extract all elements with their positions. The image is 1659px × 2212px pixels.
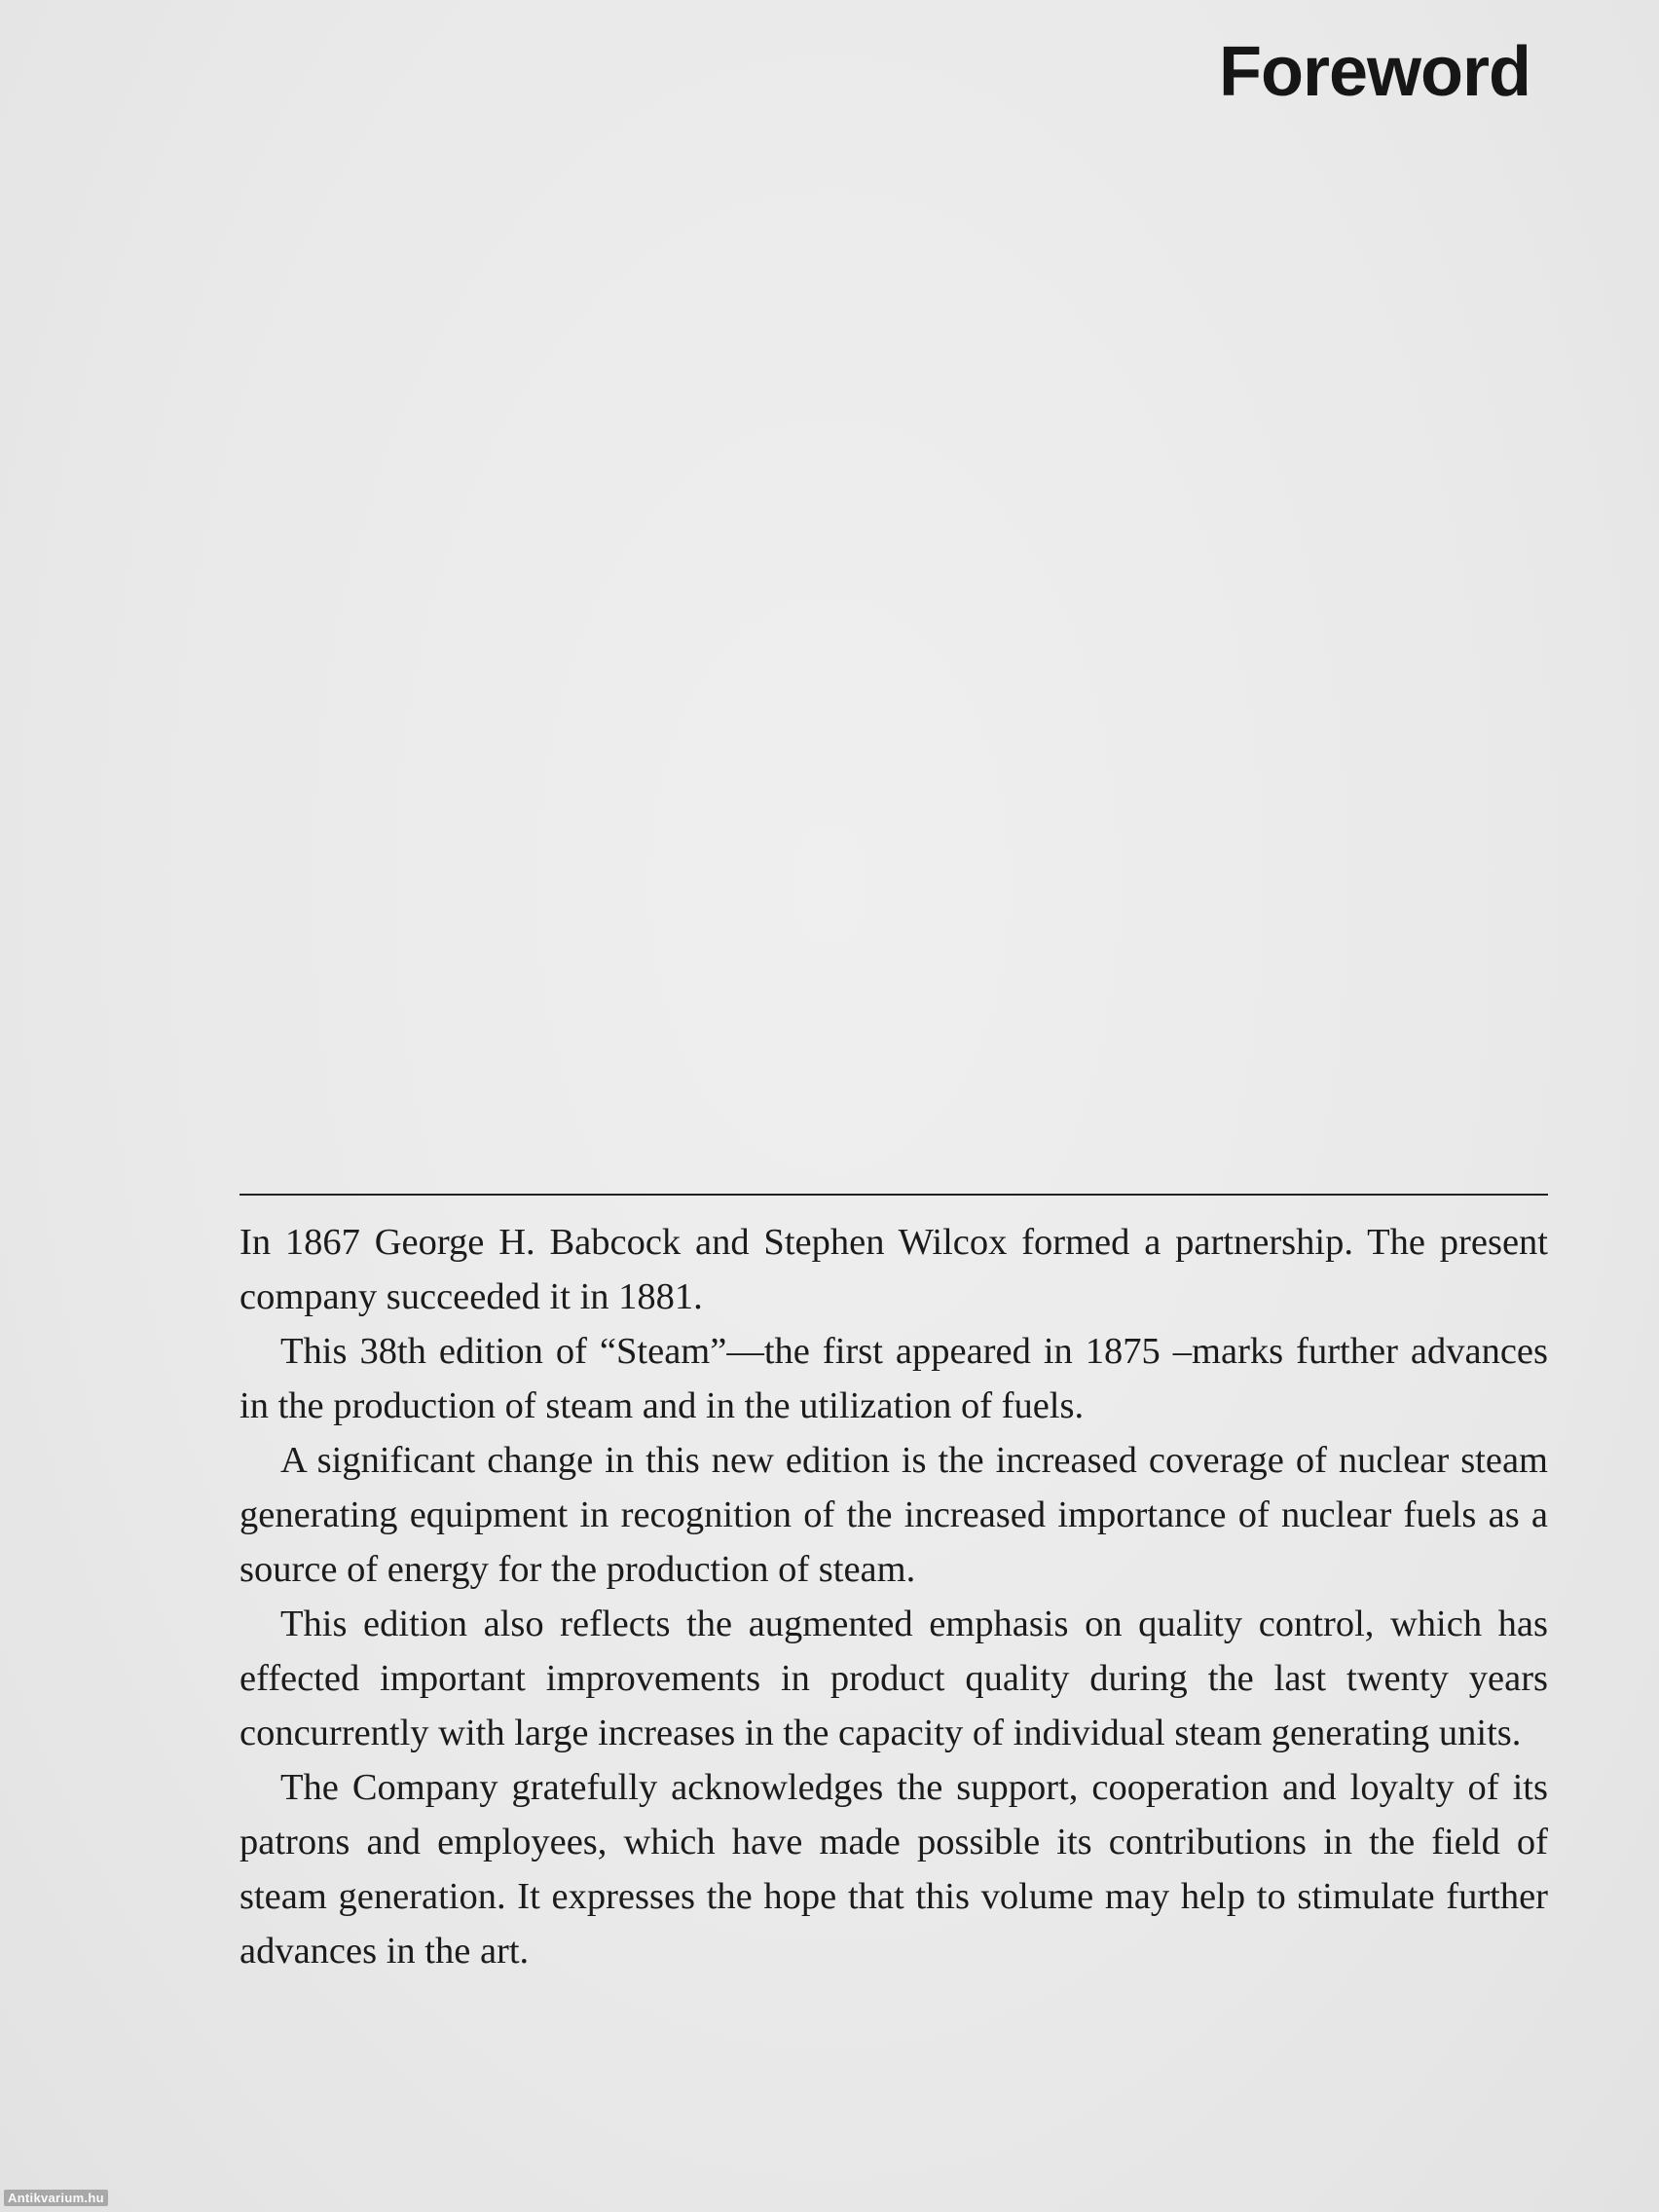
paragraph-4: This edition also reflects the augmented emphasis on quality control, which has effected important improvements in product quality during the last twenty years concurrently with large increases in the capacity of individual steam generating units. bbox=[240, 1604, 1548, 1753]
paragraph-1: In 1867 George H. Babcock and Stephen Wilcox formed a partnership. The present company succeeded it in 1881. bbox=[240, 1222, 1548, 1317]
page-title: Foreword bbox=[1218, 33, 1530, 111]
paragraph-2: This 38th edition of “Steam”—the first appeared in 1875 –marks further advances in the production of steam and in the utilization of fuels. bbox=[240, 1331, 1548, 1426]
paragraph-3: A significant change in this new edition is the increased coverage of nuclear steam generating equipment in recognition of the increased importance of nuclear fuels as a source of energy for the production of steam. bbox=[240, 1440, 1548, 1590]
paragraph-5: The Company gratefully acknowledges the support, cooperation and loyalty of its patrons and employees, which have made possible its contributions in the field of steam generation. It expresses the hope that this volume may help to stimulate further advances in the art. bbox=[240, 1767, 1548, 1972]
watermark-label: Antikvarium.hu bbox=[4, 2190, 108, 2206]
horizontal-rule bbox=[240, 1194, 1548, 1196]
foreword-body bbox=[240, 1215, 1548, 1978]
